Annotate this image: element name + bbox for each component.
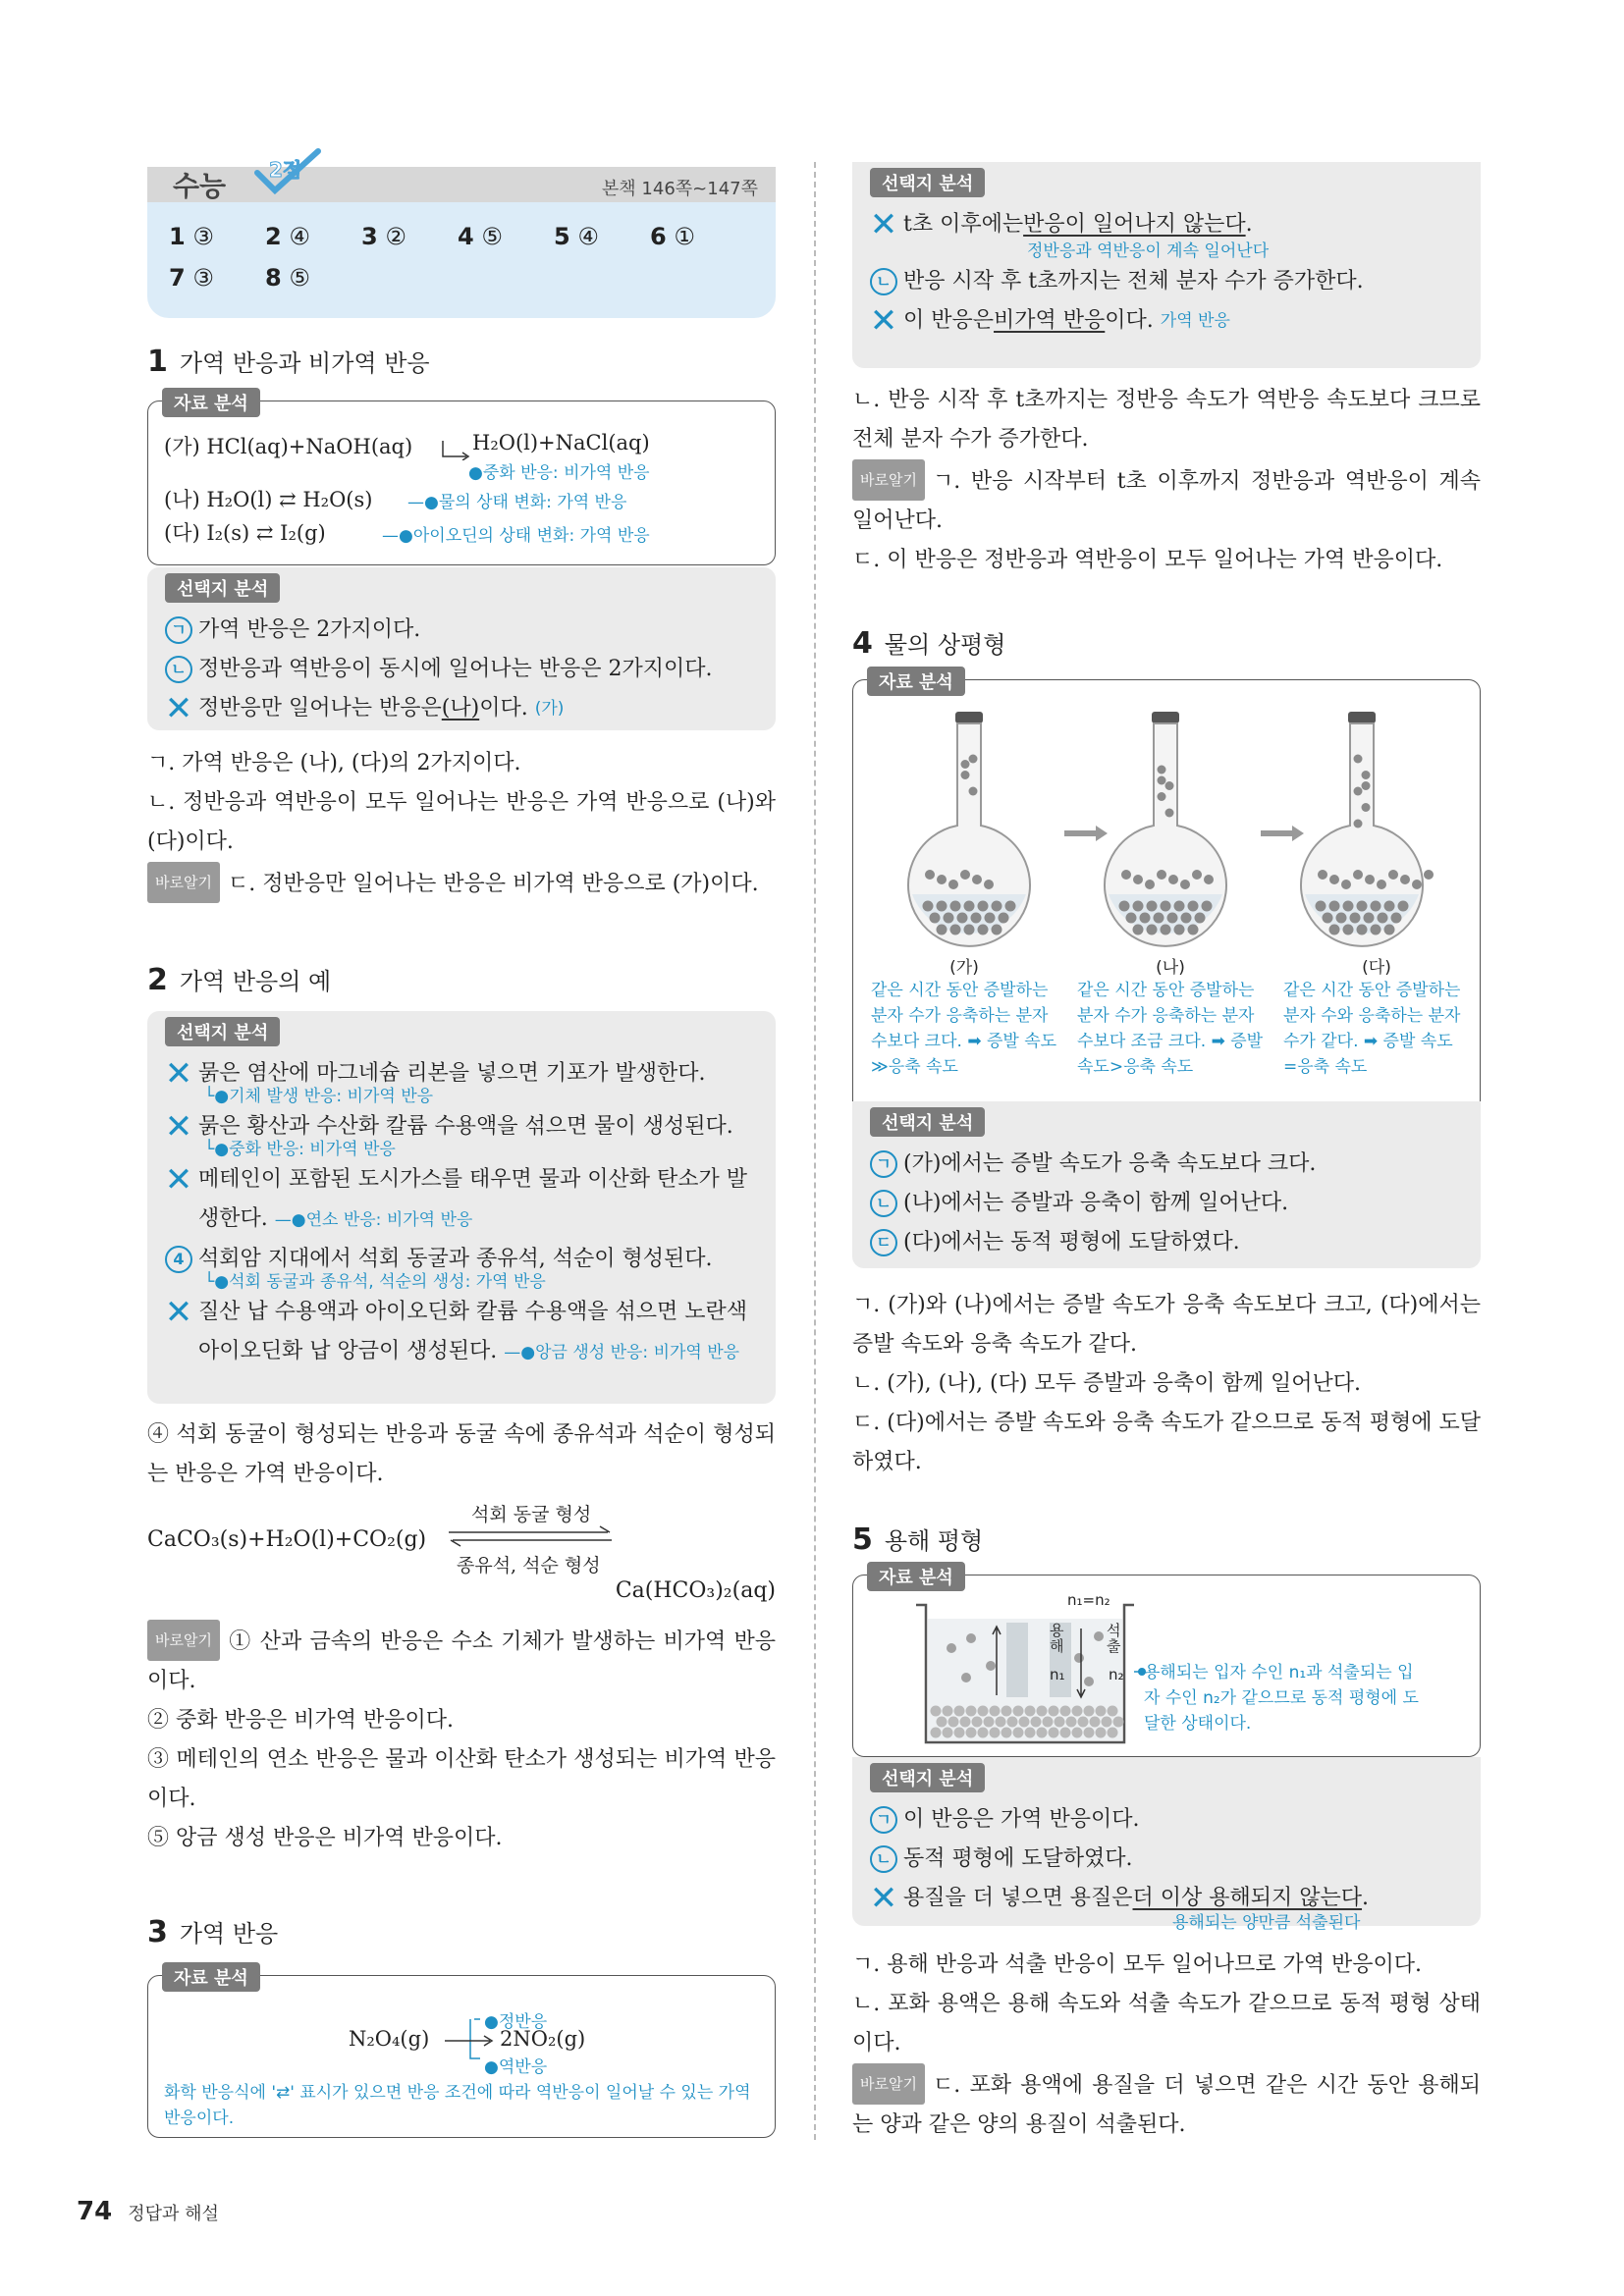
svg-text:2점: 2점	[269, 158, 302, 182]
wrong-mark-icon: ✕	[164, 689, 193, 728]
q5-diagram-note: 용해되는 입자 수인 n₁과 석출되는 입자 수인 n₂가 같으므로 동적 평형에 도달한 상태이다.	[1144, 1663, 1419, 1734]
correct-mark-icon: ㄴ	[870, 268, 897, 295]
q3-reverse-label: ●역반응	[484, 2057, 548, 2077]
logo-badge-icon	[253, 147, 322, 194]
q4-title	[852, 625, 1005, 661]
answer-item: 4 ⑤	[458, 223, 503, 250]
q4-choice-1: ㄱ (가)에서는 증발 속도가 응축 속도보다 크다.	[870, 1145, 1463, 1184]
q2-eq-left: CaCO₃(s)+H₂O(l)+CO₂(g)	[147, 1527, 427, 1552]
q1-data-na: (나) H₂O(l) ⇄ H₂O(s)	[164, 488, 373, 511]
q3-choice-box	[852, 162, 1481, 368]
q4-title-text: 물의 상평형	[884, 631, 1006, 659]
page-footer	[77, 2197, 219, 2226]
q2-equation	[147, 1500, 776, 1608]
q3-note: 화학 반응식에 '⇄' 표시가 있으면 반응 조건에 따라 역반응이 일어날 수 있는 가역 반응이다.	[164, 2083, 751, 2128]
wrong-mark-icon: ✕	[164, 1293, 193, 1332]
q3-number: 3	[147, 1915, 168, 1949]
q4-flask-da: (다) 같은 시간 동안 증발하는 분자 수와 응축하는 분자 수가 같다. ➡ 증발 속도 =응축 속도	[1283, 958, 1461, 1077]
q5-choice-3: ✕ 용질을 더 넣으면 용질은 더 이상 용해되지 않는다 .	[869, 1879, 1370, 1918]
correct-mark-icon: ㄱ	[165, 616, 192, 644]
q5-data-box	[852, 1568, 1481, 1757]
correct-mark-icon: ㄴ	[165, 656, 192, 683]
q3-data-box	[147, 1968, 776, 2138]
q2-fix-3: ③ 메테인의 연소 반응은 물과 이산화 탄소가 생성되는 비가역 반응이다.	[147, 1747, 776, 1811]
correct-mark-icon: ㄴ	[870, 1190, 897, 1217]
q1-exp-1: ㄱ. 가역 반응은 (나), (다)의 2가지이다.	[147, 751, 521, 775]
page-number: 74	[77, 2197, 113, 2226]
data-analysis-chip: 자료 분석	[162, 1962, 260, 1992]
q3-choice-3: ✕ 이 반응은 비가역 반응 이다. 가역 반응	[869, 301, 1230, 341]
choice-analysis-chip: 선택지 분석	[165, 1017, 280, 1046]
data-analysis-chip: 자료 분석	[162, 388, 260, 417]
answer-item: 7 ③	[169, 264, 214, 292]
q2-choice-4-note: └●석회 동굴과 종유석, 석순의 생성: 가역 반응	[204, 1272, 546, 1292]
q5-title	[852, 1522, 983, 1557]
wrong-mark-icon: ✕	[869, 301, 898, 341]
footer-label: 정답과 해설	[128, 2204, 219, 2224]
q3-eq-left: N₂O₄(g)	[349, 2027, 430, 2051]
q3-explanation	[852, 381, 1481, 580]
q5-choice-2: ㄴ 동적 평형에 도달하였다.	[870, 1840, 1463, 1879]
data-analysis-chip: 자료 분석	[867, 1562, 965, 1591]
answer-item: 8 ⑤	[265, 264, 310, 292]
correct-mark-icon: ㄴ	[870, 1845, 897, 1873]
q3-choice-1: ✕ t초 이후에는 반응이 일어나지 않는다 .	[869, 205, 1253, 244]
q2-fixes	[147, 1620, 776, 1858]
q1-exp-2: ㄴ. 정반응과 역반응이 모두 일어나는 반응은 가역 반응으로 (나)와 (다)이다.	[147, 790, 776, 854]
q4-exp-3: ㄷ. (다)에서는 증발 속도와 응축 속도가 같으므로 동적 평형에 도달하였다.	[852, 1411, 1481, 1474]
q3-exp-1: ㄴ. 반응 시작 후 t초까지는 정반응 속도가 역반응 속도보다 크므로 전체 분자 수가 증가한다.	[852, 388, 1481, 452]
q2-choice-2-note: └●중화 반응: 비가역 반응	[204, 1140, 396, 1159]
q3-forward-label: ●정반응	[484, 2012, 548, 2032]
q5-explanation	[852, 1946, 1481, 2145]
correct-mark-icon: 4	[165, 1246, 192, 1273]
q2-eq-bottom-label: 종유석, 석순 형성	[457, 1555, 601, 1576]
q2-choice-4: 4 석회암 지대에서 석회 동굴과 종유석, 석순이 형성된다.	[165, 1240, 758, 1279]
wrong-mark-icon: ✕	[164, 1054, 193, 1094]
q5-diagram-n1: n₁	[1050, 1666, 1065, 1683]
q2-choice-2: ✕ 묽은 황산과 수산화 칼륨 수용액을 섞으면 물이 생성된다.	[164, 1107, 733, 1147]
q4-exp-2: ㄴ. (가), (나), (다) 모두 증발과 응축이 함께 일어난다.	[852, 1371, 1361, 1396]
q1-data-ga-product: H₂O(l)+NaCl(aq)	[472, 431, 650, 454]
page-reference: 본책 146쪽~147쪽	[601, 179, 758, 199]
q5-diagram-precip: 석출	[1107, 1622, 1121, 1655]
q5-choice-box	[852, 1757, 1481, 1933]
choice-analysis-chip: 선택지 분석	[870, 1107, 985, 1137]
q5-exp-3: 바로알기 ㄷ. 포화 용액에 용질을 더 넣으면 같은 시간 동안 용해되는 양과 같은 양의 용질이 석출된다.	[852, 2063, 1481, 2145]
wrong-mark-icon: ✕	[164, 1107, 193, 1147]
q4-data-box	[852, 672, 1481, 1101]
equilibrium-arrow-icon	[447, 1525, 614, 1547]
q2-title	[147, 962, 331, 997]
q2-choice-3: ✕ 메테인이 포함된 도시가스를 태우면 물과 이산화 탄소가 발생한다. —●연소 반응: 비가역 반응	[164, 1160, 748, 1231]
q1-data-box	[147, 394, 776, 565]
q2-fix-2: ② 중화 반응은 비가역 반응이다.	[147, 1708, 454, 1733]
q2-fix-1: 바로알기 ① 산과 금속의 반응은 수소 기체가 발생하는 비가역 반응이다.	[147, 1620, 776, 1701]
q2-eq-right: Ca(HCO₃)₂(aq)	[615, 1578, 776, 1603]
wrong-mark-icon: ✕	[869, 1879, 898, 1918]
q1-data-da: (다) I₂(s) ⇄ I₂(g)	[164, 521, 326, 545]
q1-data-ga: (가) HCl(aq)+NaOH(aq)	[164, 435, 413, 458]
q1-title-text: 가역 반응과 비가역 반응	[179, 349, 430, 377]
q4-flask-ga: (가) 같은 시간 동안 증발하는 분자 수가 응축하는 분자 수보다 크다. ➡ 증발 속도≫응축 속도	[871, 958, 1057, 1077]
q5-choice-3-fix: 용해되는 양만큼 석출된다	[1172, 1913, 1361, 1933]
q5-diagram-dissolve: 용해	[1050, 1622, 1064, 1655]
answer-item: 1 ③	[169, 223, 214, 250]
q4-number: 4	[852, 626, 873, 661]
q3-choice-2: ㄴ 반응 시작 후 t초까지는 전체 분자 수가 증가한다.	[870, 262, 1463, 301]
q5-title-text: 용해 평형	[884, 1527, 984, 1555]
q1-title	[147, 344, 430, 379]
correct-mark-icon: ㄷ	[870, 1229, 897, 1256]
q3-choice-1-fix: 정반응과 역반응이 계속 일어난다	[1027, 241, 1270, 261]
q1-number: 1	[147, 345, 168, 379]
wrong-mark-icon: ✕	[869, 205, 898, 244]
q2-exp-1: ④ 석회 동굴이 형성되는 반응과 동굴 속에 종유석과 석순이 형성되는 반응은 가역 반응이다.	[147, 1422, 776, 1486]
answer-item: 6 ①	[650, 223, 695, 250]
data-analysis-chip: 자료 분석	[867, 667, 965, 696]
q1-choice-1: ㄱ 가역 반응은 2가지이다.	[165, 611, 758, 650]
q2-title-text: 가역 반응의 예	[179, 968, 332, 995]
q5-number: 5	[852, 1522, 873, 1557]
q1-data-na-note: —●물의 상태 변화: 가역 반응	[407, 493, 627, 512]
q3-title-text: 가역 반응	[179, 1920, 279, 1948]
answer-item: 5 ④	[554, 223, 599, 250]
q5-exp-1: ㄱ. 용해 반응과 석출 반응이 모두 일어나므로 가역 반응이다.	[852, 1952, 1422, 1977]
q3-exp-2: 바로알기 ㄱ. 반응 시작부터 t초 이후까지 정반응과 역반응이 계속 일어난다.	[852, 459, 1481, 541]
q2-number: 2	[147, 963, 168, 997]
q4-exp-1: ㄱ. (가)와 (나)에서는 증발 속도가 응축 속도보다 크고, (다)에서는 증발 속도와 응축 속도가 같다.	[852, 1293, 1481, 1357]
flask-diagram	[853, 698, 1482, 963]
q3-exp-3: ㄷ. 이 반응은 정반응과 역반응이 모두 일어나는 가역 반응이다.	[852, 548, 1443, 572]
q2-explanation	[147, 1415, 776, 1494]
choice-analysis-chip: 선택지 분석	[165, 573, 280, 603]
wrong-mark-icon: ✕	[164, 1160, 193, 1200]
q1-exp-3: 바로알기 ㄷ. 정반응만 일어나는 반응은 비가역 반응으로 (가)이다.	[147, 862, 776, 904]
answer-header	[147, 147, 776, 202]
choice-analysis-chip: 선택지 분석	[870, 168, 985, 197]
q5-diagram-n2: n₂	[1109, 1666, 1124, 1683]
q1-data-ga-note: ●중화 반응: 비가역 반응	[468, 463, 650, 483]
q4-flask-na: (나) 같은 시간 동안 증발하는 분자 수가 응축하는 분자 수보다 조금 크다. ➡ 증발 속도>응축 속도	[1077, 958, 1264, 1077]
answer-row-2	[169, 257, 754, 298]
answer-item: 2 ④	[265, 223, 310, 250]
choice-analysis-chip: 선택지 분석	[870, 1763, 985, 1792]
q1-explanation	[147, 744, 776, 904]
q2-choice-5: ✕ 질산 납 수용액과 아이오딘화 칼륨 수용액을 섞으면 노란색 아이오딘화 납 앙금이 생성된다. —●앙금 생성 반응: 비가역 반응	[164, 1293, 748, 1363]
logo-text: 수능	[173, 170, 227, 202]
q2-fix-4: ⑤ 앙금 생성 반응은 비가역 반응이다.	[147, 1826, 503, 1850]
answer-box	[147, 202, 776, 318]
correct-mark-icon: ㄱ	[870, 1150, 897, 1178]
column-divider	[814, 162, 816, 2140]
q2-choice-1: ✕ 묽은 염산에 마그네슘 리본을 넣으면 기포가 발생한다.	[164, 1054, 706, 1094]
q5-exp-2: ㄴ. 포화 용액은 용해 속도와 석출 속도가 같으므로 동적 평형 상태이다.	[852, 1992, 1481, 2056]
q2-choice-box	[147, 1011, 776, 1404]
correct-mark-icon: ㄱ	[870, 1806, 897, 1834]
q3-eq-right: 2NO₂(g)	[500, 2027, 586, 2051]
q5-diagram-top: n₁=n₂	[1067, 1591, 1110, 1609]
q1-choice-2: ㄴ 정반응과 역반응이 동시에 일어나는 반응은 2가지이다.	[165, 650, 758, 689]
q4-choice-2: ㄴ (나)에서는 증발과 응축이 함께 일어난다.	[870, 1184, 1463, 1223]
arrow-icon	[441, 439, 470, 460]
q4-choice-box	[852, 1101, 1481, 1268]
q4-explanation	[852, 1286, 1481, 1482]
answer-row-1	[169, 216, 754, 257]
q3-title	[147, 1914, 278, 1949]
q1-choice-box	[147, 567, 776, 730]
q5-choice-1: ㄱ 이 반응은 가역 반응이다.	[870, 1800, 1463, 1840]
answer-item: 3 ②	[361, 223, 406, 250]
q4-flask-labels	[871, 953, 1470, 1080]
q1-data-da-note: —●아이오딘의 상태 변화: 가역 반응	[382, 526, 650, 546]
q4-choice-3: ㄷ (다)에서는 동적 평형에 도달하였다.	[870, 1223, 1463, 1262]
q2-choice-1-note: └●기체 발생 반응: 비가역 반응	[204, 1087, 434, 1106]
q1-choice-3: ✕ 정반응만 일어나는 반응은 (나) 이다. (가)	[164, 689, 565, 728]
q2-eq-top-label: 석회 동굴 형성	[471, 1504, 592, 1525]
